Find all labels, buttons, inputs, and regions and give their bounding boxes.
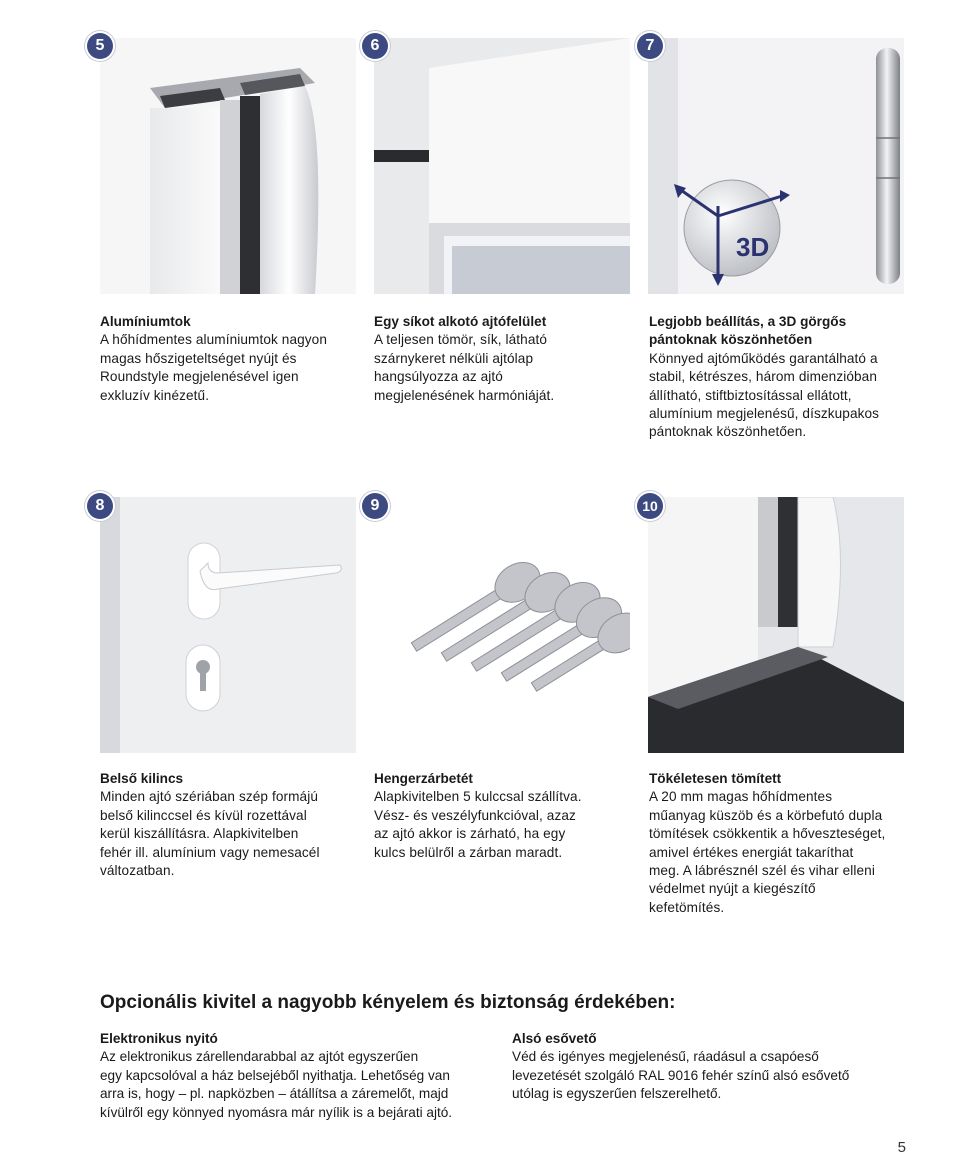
feature-number-badge: 5 [87, 33, 113, 59]
feature-title: Egy síkot alkotó ajtófelület [374, 314, 547, 329]
feature-number-badge: 7 [637, 33, 663, 59]
feature-title: Tökéletesen tömített [649, 771, 782, 786]
feature-number-badge: 6 [362, 33, 388, 59]
feature-number-badge: 9 [362, 493, 388, 519]
photo-3d-hinge [648, 38, 904, 294]
3d-badge-text: 3D [736, 232, 770, 262]
feature-description: Alapkivitelben 5 kulccsal szállítva. Vész- és veszélyfunkcióval, azaz az ajtó akkor is zárható, ha egy kulcs belülről a zárban maradt. [374, 789, 582, 860]
page-number: 5 [897, 1139, 906, 1156]
feature-caption [100, 770, 360, 880]
feature-description: A 20 mm magas hőhídmentes műanyag küszöb és a körbefutó dupla tömítések csökkentik a hőveszteséget, amivel értékes energiát takaríthat meg. A lábrésznél szél és vihar elleni védelmet nyújt a kiegészítő kefetömítés. [649, 789, 886, 915]
feature-description: Minden ajtó szériában szép formájú belső kilinccsel és kívül rozettával kerül kiszállításra. Alapkivitelben fehér ill. alumínium vagy nemesacél változatban. [100, 789, 320, 879]
option-electronic-opener [100, 1030, 500, 1122]
option-description: Véd és igényes megjelenésű, ráadásul a csapóeső levezetését szolgáló RAL 9016 fehér színű alsó esővető utólag is egyszerűen felszerelhető. [512, 1049, 850, 1102]
feature-title: Legjobb beállítás, a 3D görgős pántoknak köszönhetően [649, 314, 847, 348]
photo-aluminium-frame [100, 38, 356, 294]
option-rain-deflector [512, 1030, 912, 1104]
feature-title: Hengerzárbetét [374, 771, 473, 786]
feature-caption [100, 313, 360, 405]
feature-title: Belső kilincs [100, 771, 184, 786]
feature-description: A hőhídmentes alumíniumtok nagyon magas hőszigeteltséget nyújt és Roundstyle megjelenésével igen exkluzív kinézetű. [100, 332, 327, 403]
feature-caption [649, 313, 929, 442]
feature-caption [649, 770, 929, 917]
feature-number-badge: 10 [637, 493, 663, 519]
feature-description: Könnyed ajtóműködés garantálható a stabil, kétrészes, három dimenzióban állítható, stiftbiztosítással ellátott, alumínium megjelenésű, díszkupakos pántoknak köszönhetően. [649, 350, 880, 440]
feature-number-badge: 8 [87, 493, 113, 519]
feature-description: A teljesen tömör, sík, látható szárnykeret nélküli ajtólap hangsúlyozza az ajtó megjelenésének harmóniáját. [374, 332, 555, 403]
feature-caption [374, 770, 634, 862]
feature-caption [374, 313, 634, 405]
option-title: Elektronikus nyitó [100, 1031, 218, 1046]
option-title: Alsó esővető [512, 1031, 597, 1046]
optional-section-heading: Opcionális kivitel a nagyobb kényelem és biztonság érdekében: [100, 992, 676, 1013]
feature-title: Alumíniumtok [100, 314, 191, 329]
photo-interior-handle [100, 497, 356, 753]
photo-flush-door-surface [374, 38, 630, 294]
photo-threshold-seal [648, 497, 904, 753]
photo-cylinder-keys [374, 497, 630, 753]
option-description: Az elektronikus zárellendarabbal az ajtót egyszerűen egy kapcsolóval a ház belsejéből nyithatja. Lehetőség van arra is, hogy – pl. napközben – átállítsa a záremelőt, majd kívülről egy könnyed nyomásra már nyílik is a bejárati ajtó. [100, 1049, 453, 1120]
